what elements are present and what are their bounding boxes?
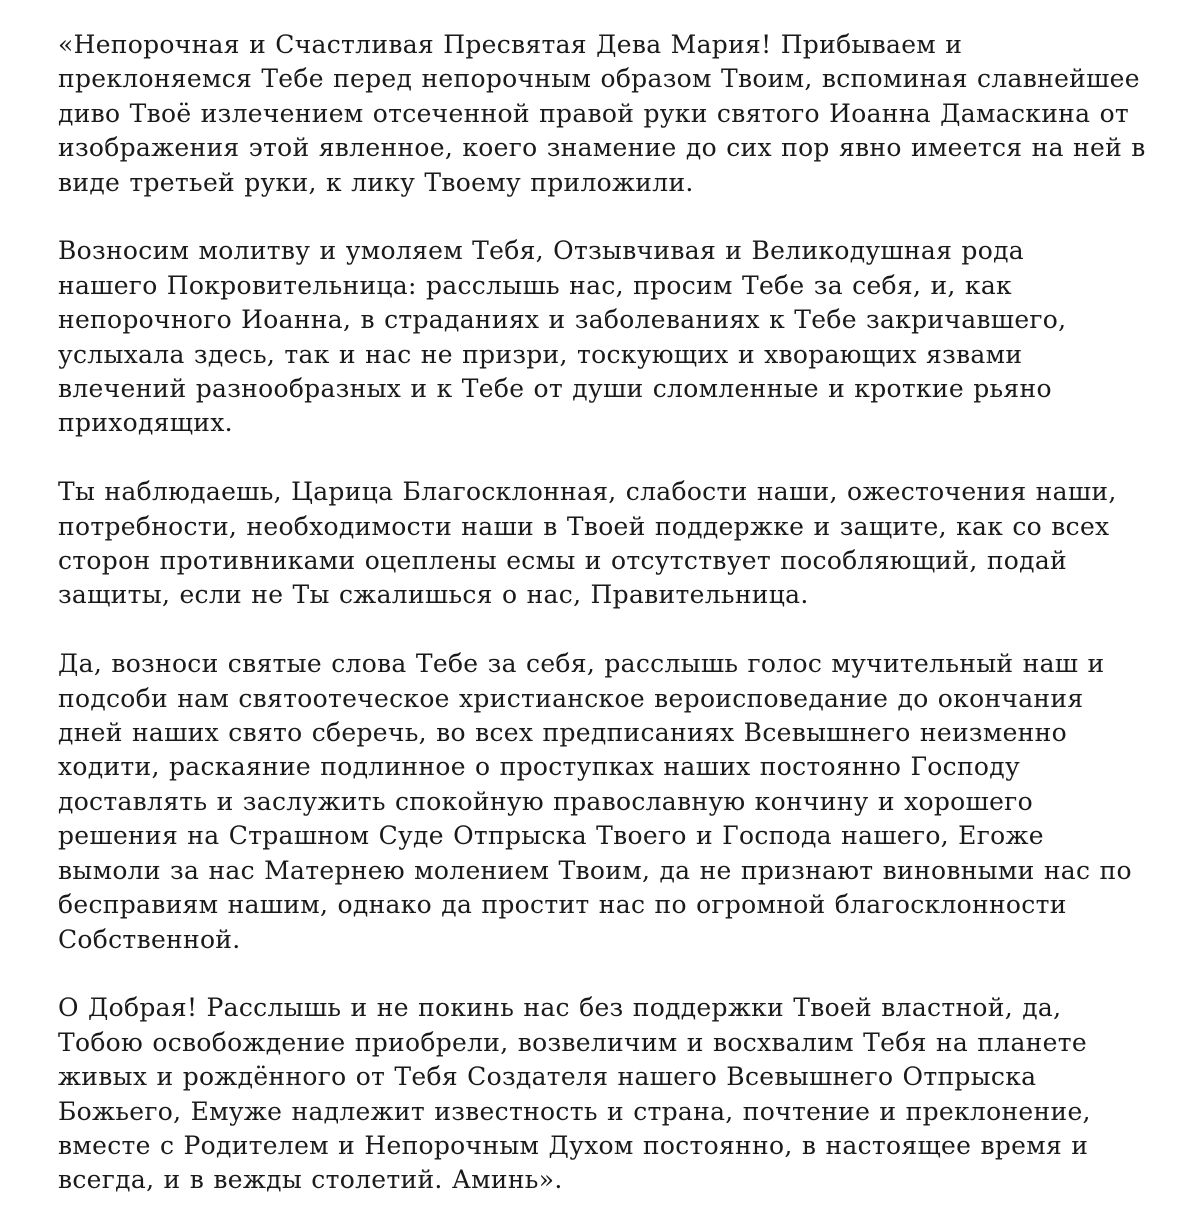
- text-line: ходити, раскаяние подлинное о проступках наших постоянно Господу: [58, 752, 1020, 782]
- paragraph-2: [58, 234, 1158, 440]
- text-line: «Непорочная и Счастливая Пресвятая Дева Мария! Прибываем и: [58, 30, 963, 59]
- prayer-text: [58, 28, 1158, 1232]
- text-line: вымоли за нас Матернею молением Твоим, да не признают виновными нас по: [58, 855, 1132, 885]
- text-line: бесправиям нашим, однако да простит нас по огромной благосклонности: [58, 890, 1067, 920]
- paragraph-5: [58, 991, 1158, 1197]
- text-line: сторон противниками оцеплены есмы и отсутствует пособляющий, подай: [58, 546, 1067, 576]
- text-line: диво Твоё излечением отсеченной правой руки святого Иоанна Дамаскина от: [58, 98, 1130, 128]
- text-line: виде третьей руки, к лику Твоему приложили.: [58, 167, 694, 197]
- text-line: всегда, и в вежды столетий. Аминь».: [58, 1165, 563, 1195]
- text-line: живых и рождённого от Тебя Создателя нашего Всевышнего Отпрыска: [58, 1062, 1037, 1092]
- text-line: Собственной.: [58, 924, 241, 954]
- text-line: Божьего, Емуже надлежит известность и страна, почтение и преклонение,: [58, 1096, 1091, 1126]
- text-line: Да, возноси святые слова Тебе за себя, расслышь голос мучительный наш и: [58, 649, 1105, 679]
- text-line: доставлять и заслужить спокойную православную кончину и хорошего: [58, 786, 1033, 816]
- text-line: приходящих.: [58, 408, 233, 438]
- text-line: подсоби нам святоотеческое христианское вероисповедание до окончания: [58, 683, 1084, 713]
- text-line: Ты наблюдаешь, Царица Благосклонная, слабости наши, ожесточения наши,: [58, 477, 1117, 507]
- text-line: услыхала здесь, так и нас не призри, тоскующих и хворающих язвами: [58, 339, 1023, 369]
- text-line: решения на Страшном Суде Отпрыска Твоего и Господа нашего, Егоже: [58, 821, 1044, 851]
- text-line: изображения этой явленное, коего знамение до сих пор явно имеется на ней в: [58, 133, 1146, 163]
- text-line: преклоняемся Тебе перед непорочным образом Твоим, вспоминая славнейшее: [58, 64, 1140, 94]
- text-line: Тобою освобождение приобрели, возвеличим и восхвалим Тебя на планете: [58, 1027, 1087, 1057]
- text-line: дней наших свято сберечь, во всех предписаниях Всевышнего неизменно: [58, 718, 1067, 748]
- text-line: защиты, если не Ты сжалишься о нас, Правительница.: [58, 580, 809, 610]
- text-line: потребности, необходимости наши в Твоей поддержке и защите, как со всех: [58, 511, 1110, 541]
- text-line: непорочного Иоанна, в страданиях и заболеваниях к Тебе закричавшего,: [58, 305, 1067, 335]
- text-line: влечений разнообразных и к Тебе от души сломленные и кроткие рьяно: [58, 374, 1052, 404]
- text-line: Возносим молитву и умоляем Тебя, Отзывчивая и Великодушная рода: [58, 236, 1024, 266]
- paragraph-4: [58, 647, 1158, 957]
- paragraph-3: [58, 475, 1158, 613]
- paragraph-1: [58, 28, 1158, 200]
- text-line: нашего Покровительница: расслышь нас, просим Тебе за себя, и, как: [58, 270, 1012, 300]
- text-line: вместе с Родителем и Непорочным Духом постоянно, в настоящее время и: [58, 1130, 1089, 1160]
- text-line: О Добрая! Расслышь и не покинь нас без поддержки Твоей властной, да,: [58, 993, 1062, 1023]
